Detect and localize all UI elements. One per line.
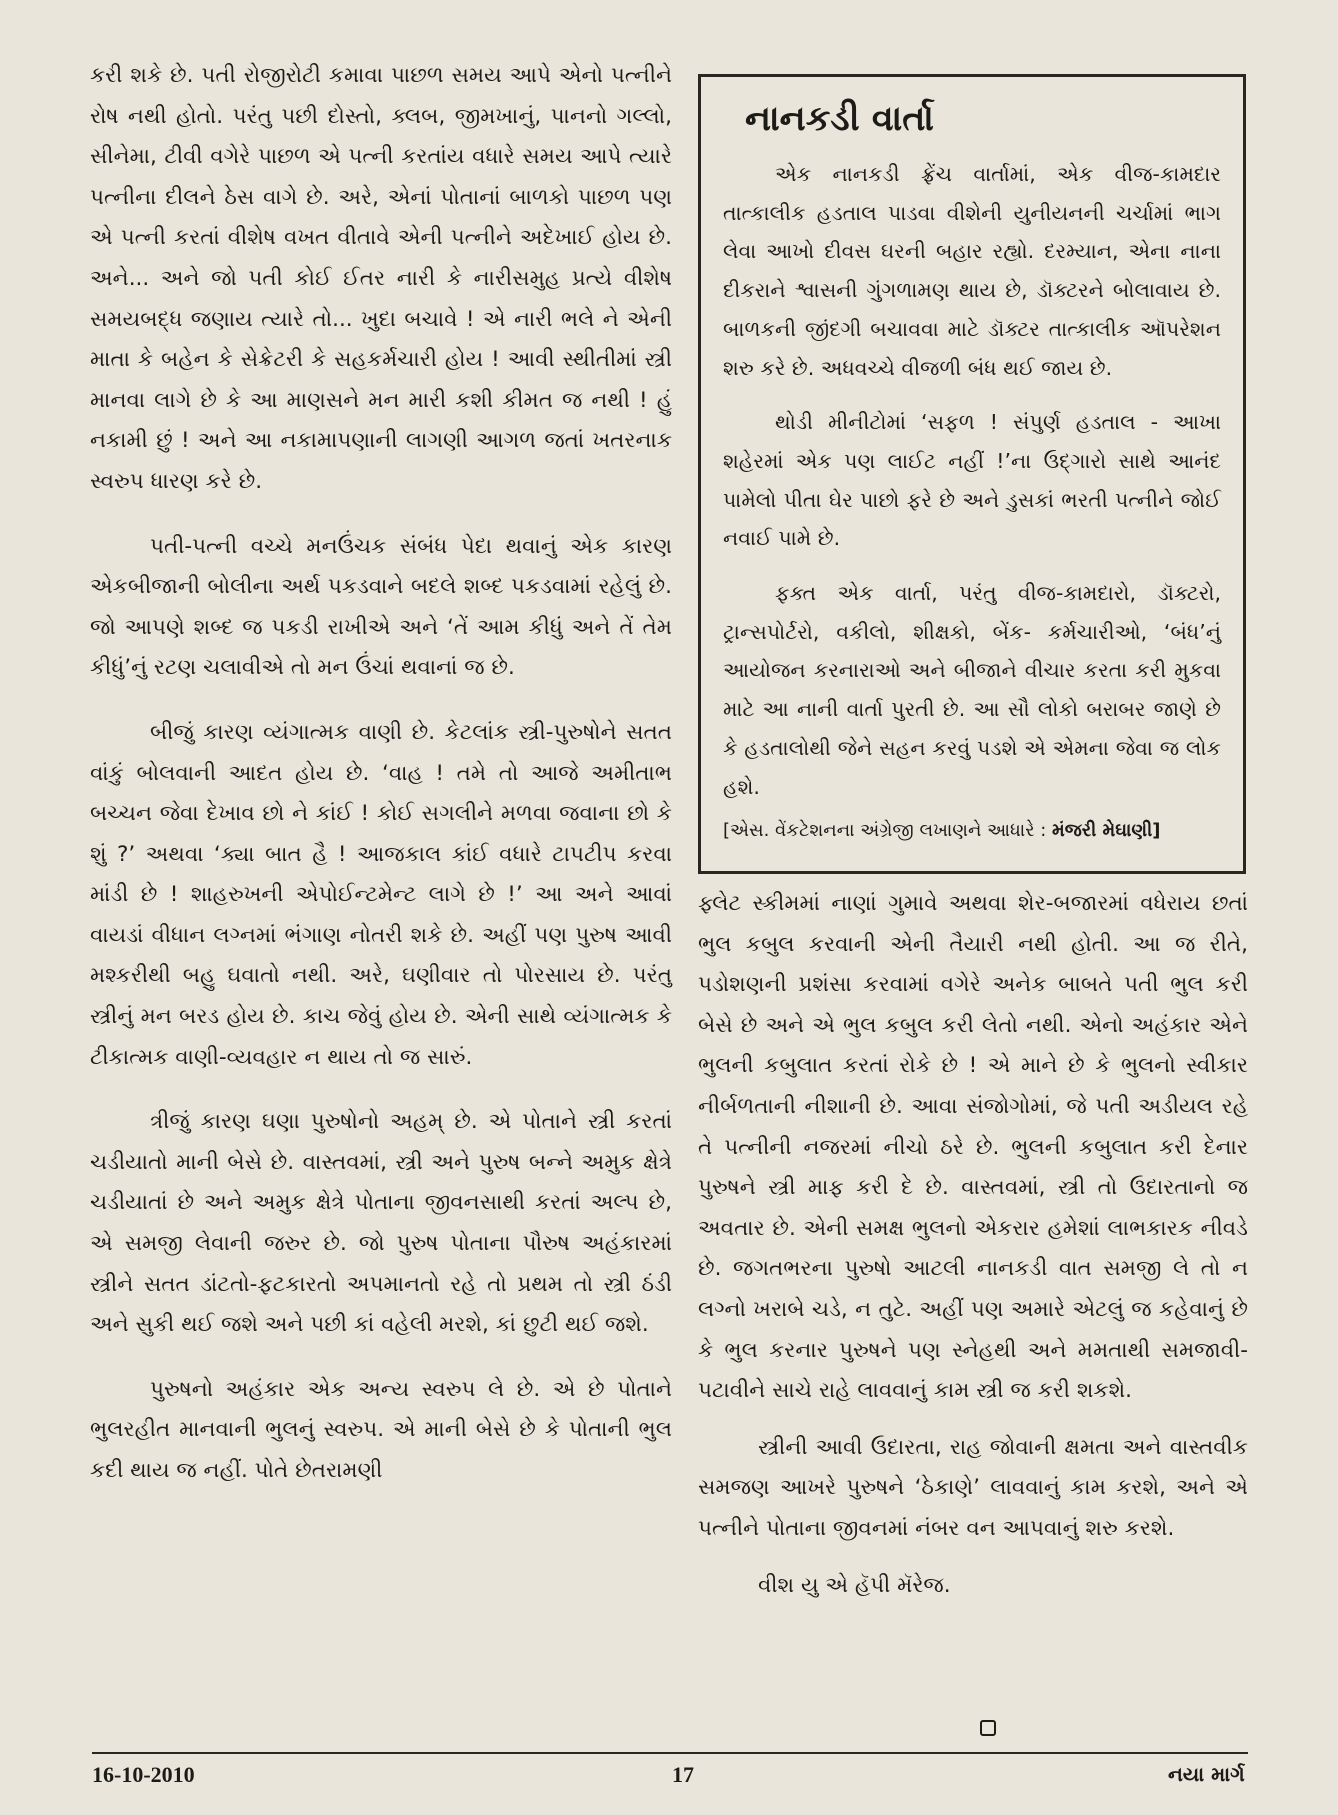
story-paragraph-1: એક નાનકડી ફ્રેંચ વાર્તામાં, એક વીજ-કામદાર તાત્કાલીક હડતાલ પાડવા વીશેની યુનીયનની ચર્ચામાં ભાગ લેવા આખો દીવસ ઘરની બહાર રહ્યો. દરમ્યાન, એના નાના દીકરાને શ્વાસની ગુંગળામણ થાય છે, ડૉક્ટરને બોલાવાય છે. બાળકની જીંદગી બચાવવા માટે ડૉક્ટર તાત્કાલીક ઑપરેશન શરુ કરે છે. અધવચ્ચે વીજળી બંધ થઈ જાય છે. xyxy=(723,162,1221,380)
right-paragraph-1: ફ્લેટ સ્કીમમાં નાણાં ગુમાવે અથવા શેર-બજારમાં વધેરાય છતાં ભુલ કબુલ કરવાની એની તૈયારી નથી હોતી. આ જ રીતે, પડોશણની પ્રશંસા કરવામાં વગેરે અનેક બાબતે પતી ભુલ કરી બેસે છે અને એ ભુલ કબુલ કરી લેતો નથી. એનો અહંકાર એને ભુલની કબુલાત કરતાં રોકે છે ! એ માને છે કે ભુલનો સ્વીકાર નીર્બળતાની નીશાની છે. આવા સંજોગોમાં, જે પતી અડીયલ રહે તે પત્નીની નજરમાં નીચો ઠરે છે. ભુલની કબુલાત કરી દેનાર પુરુષને સ્ત્રી માફ કરી દે છે. વાસ્તવમાં, સ્ત્રી તો ઉદારતાનો જ અવતાર છે. એની સમક્ષ ભુલનો એકરાર હમેશાં લાભકારક નીવડે છે. જગતભરના પુરુષો આટલી નાનકડી વાત સમજી લે તો ન લગ્નો ખરાબે ચડે, ન તુટે. અહીં પણ અમારે એટલું જ કહેવાનું છે કે ભુલ કરનાર પુરુષને પણ સ્નેહથી અને મમતાથી સમજાવી-પટાવીને સાચે રાહે લાવવાનું કામ સ્ત્રી જ કરી શકશે. xyxy=(698,891,1248,1404)
right-paragraph-2: સ્ત્રીની આવી ઉદારતા, રાહ જોવાની ક્ષમતા અને વાસ્તવીક સમજણ આખરે પુરુષને ‘ઠેકાણે’ લાવવાનું કામ કરશે, અને એ પત્નીને પોતાના જીવનમાં નંબર વન આપવાનું શરુ કરશે. xyxy=(698,1434,1248,1541)
end-of-article-mark xyxy=(980,1720,996,1736)
footer-date: 16-10-2010 xyxy=(92,1762,195,1787)
story-box-title: નાનકડી વાર્તા xyxy=(745,99,935,139)
footer-magazine-name: નયા માર્ગ xyxy=(1168,1762,1245,1786)
footer-page-number: 17 xyxy=(672,1762,694,1787)
story-paragraph-2: થોડી મીનીટોમાં ‘સફળ ! સંપુર્ણ હડતાલ - આખા શહેરમાં એક પણ લાઈટ નહીં !’ના ઉદ્ગારો સાથે આનંદ પામેલો પીતા ઘેર પાછો ફરે છે અને ડુસકાં ભરતી પત્નીને જોઈ નવાઈ પામે છે. xyxy=(723,410,1221,551)
story-credit xyxy=(723,816,1221,846)
credit-author: મંજરી મેઘાણી] xyxy=(1052,820,1161,842)
right-column xyxy=(698,884,1248,1606)
left-paragraph-3: બીજું કારણ વ્યંગાત્મક વાણી છે. કેટલાંક સ્ત્રી-પુરુષોને સતત વાંકું બોલવાની આદત હોય છે. ‘વાહ ! તમે તો આજે અમીતાભ બચ્ચન જેવા દેખાવ છો ને કાંઈ ! કોઈ સગલીને મળવા જવાના છો કે શું ?’ અથવા ‘ક્યા બાત હૈ ! આજકાલ કાંઈ વધારે ટાપટીપ કરવા માંડી છે ! શાહરુખની એપોઈન્ટમેન્ટ લાગે છે !’ આ અને આવાં વાયડાં વીધાન લગ્નમાં ભંગાણ નોતરી શકે છે. અહીં પણ પુરુષ આવી મશ્કરીથી બહુ ઘવાતો નથી. અરે, ઘણીવાર તો પોરસાય છે. પરંતુ સ્ત્રીનું મન બરડ હોય છે. કાચ જેવું હોય છે. એની સાથે વ્યંગાત્મક કે ટીકાત્મક વાણી-વ્યવહાર ન થાય તો જ સારું. xyxy=(90,719,672,1070)
left-paragraph-5: પુરુષનો અહંકાર એક અન્ય સ્વરુપ લે છે. એ છે પોતાને ભુલરહીત માનવાની ભુલનું સ્વરુપ. એ માની બેસે છે કે પોતાની ભુલ કદી થાય જ નહીં. પોતે છેતરામણી xyxy=(90,1376,672,1483)
story-box xyxy=(698,74,1246,874)
left-paragraph-4: ત્રીજું કારણ ઘણા પુરુષોનો અહમ્ છે. એ પોતાને સ્ત્રી કરતાં ચડીયાતો માની બેસે છે. વાસ્તવમાં, સ્ત્રી અને પુરુષ બન્ને અમુક ક્ષેત્રે ચડીયાતાં છે અને અમુક ક્ષેત્રે પોતાના જીવનસાથી કરતાં અલ્પ છે, એ સમજી લેવાની જરુર છે. જો પુરુષ પોતાના પૌરુષ અહંકારમાં સ્ત્રીને સતત ડાંટતો-ફટકારતો અપમાનતો રહે તો પ્રથમ તો સ્ત્રી ઠંડી અને સુકી થઈ જશે અને પછી કાં વહેલી મરશે, કાં છુટી થઈ જશે. xyxy=(90,1109,672,1338)
story-paragraph-3: ફક્ત એક વાર્તા, પરંતુ વીજ-કામદારો, ડૉક્ટરો, ટ્રાન્સપોર્ટરો, વકીલો, શીક્ષકો, બેંક- કર્મચારીઓ, ‘બંધ’નું આયોજન કરનારાઓ અને બીજાને વીચાર કરતા કરી મુકવા માટે આ નાની વાર્તા પુરતી છે. આ સૌ લોકો બરાબર જાણે છે કે હડતાલોથી જેને સહન કરવું પડશે એ એમના જેવા જ લોક હશે. xyxy=(723,581,1221,799)
footer-rule xyxy=(92,1752,1248,1754)
left-paragraph-1: કરી શકે છે. પતી રોજીરોટી કમાવા પાછળ સમય આપે એનો પત્નીને રોષ નથી હોતો. પરંતુ પછી દોસ્તો, ક્લબ, જીમખાનું, પાનનો ગલ્લો, સીનેમા, ટીવી વગેરે પાછળ એ પત્ની કરતાંય વધારે સમય આપે ત્યારે પત્નીના દીલને ઠેસ વાગે છે. અરે, એનાં પોતાનાં બાળકો પાછળ પણ એ પત્ની કરતાં વીશેષ વખત વીતાવે એની પત્નીને અદેખાઈ હોય છે. અને... અને જો પતી કોઈ ઈતર નારી કે નારીસમુહ પ્રત્યે વીશેષ સમયબદ્ધ જણાય ત્યારે તો... ખુદા બચાવે ! એ નારી ભલે ને એની માતા કે બહેન કે સેક્રેટરી કે સહકર્મચારી હોય ! આવી સ્થીતીમાં સ્ત્રી માનવા લાગે છે કે આ માણસને મન મારી કશી કીમત જ નથી ! હું નકામી છું ! અને આ નકામાપણાની લાગણી આગળ જતાં ખતરનાક સ્વરુપ ધારણ કરે છે. xyxy=(90,63,672,494)
left-column xyxy=(90,56,672,1492)
right-paragraph-3: વીશ યુ એ હૅપી મૅરેજ. xyxy=(758,1572,951,1598)
left-paragraph-2: પતી-પત્ની વચ્ચે મનઉંચક સંબંધ પેદા થવાનું એક કારણ એકબીજાની બોલીના અર્થ પકડવાને બદલે શબ્દ પકડવામાં રહેલું છે. જો આપણે શબ્દ જ પકડી રાખીએ અને ‘તેં આમ કીધું અને તેં તેમ કીધું’નું રટણ ચલાવીએ તો મન ઉંચાં થવાનાં જ છે. xyxy=(90,533,672,681)
credit-prefix: [એસ. વેંકટેશનના અંગ્રેજી લખાણને આધારે : xyxy=(723,820,1047,842)
